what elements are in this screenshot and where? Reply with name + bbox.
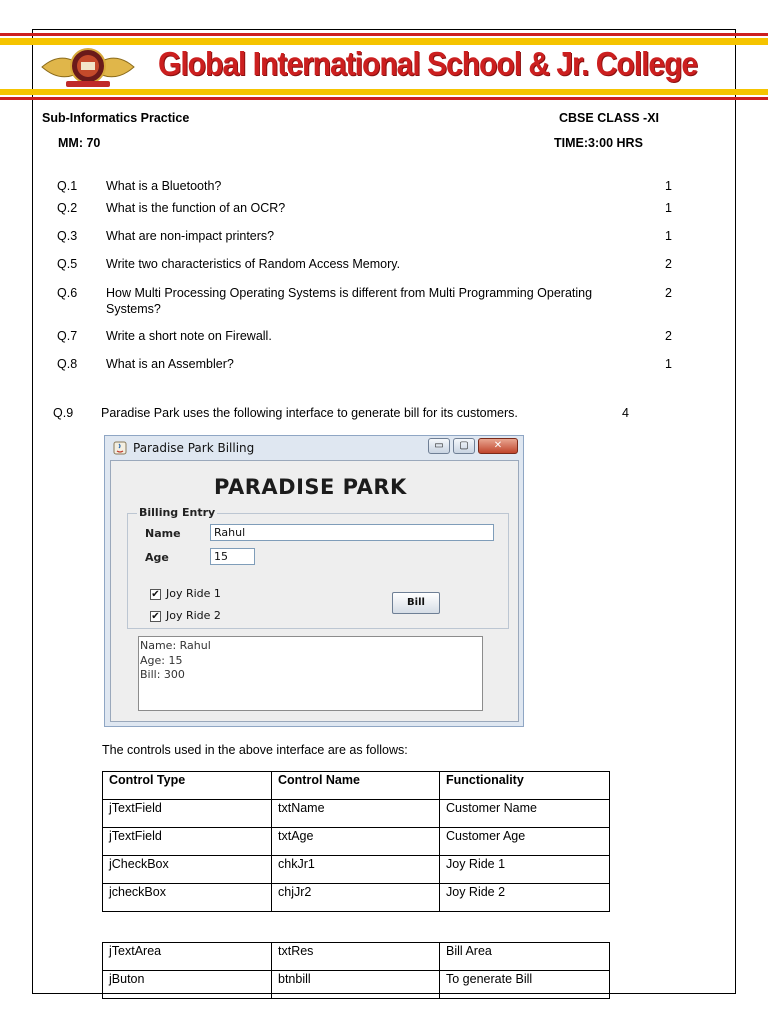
table-cell: Joy Ride 2 (440, 884, 610, 912)
table-cell: jTextArea (103, 943, 272, 971)
question-number: Q.5 (57, 257, 78, 271)
table-cell: jcheckBox (103, 884, 272, 912)
question-number: Q.2 (57, 201, 78, 215)
question-marks: 1 (665, 179, 672, 193)
time-label: TIME:3:00 HRS (554, 136, 643, 150)
table-header-cell: Functionality (440, 772, 610, 800)
question-marks: 4 (622, 406, 629, 420)
table-row (103, 971, 610, 999)
billing-entry-legend: Billing Entry (139, 506, 216, 519)
table-cell: btnbill (272, 971, 440, 999)
window-title: Paradise Park Billing (133, 441, 255, 455)
app-heading: PARADISE PARK (214, 475, 407, 499)
school-logo-icon (38, 44, 138, 90)
table-row (103, 884, 610, 912)
controls-table (102, 771, 610, 912)
question-marks: 2 (665, 286, 672, 300)
question-text: How Multi Processing Operating Systems is different from Multi Programming Operating (106, 286, 593, 300)
question-number: Q.1 (57, 179, 78, 193)
table-cell: txtRes (272, 943, 440, 971)
table-cell: txtName (272, 800, 440, 828)
question-marks: 1 (665, 201, 672, 215)
controls-intro: The controls used in the above interface are as follows: (102, 743, 408, 757)
controls-table-continued (102, 942, 610, 999)
table-cell: To generate Bill (440, 971, 610, 999)
table-cell: txtAge (272, 828, 440, 856)
age-label: Age (145, 551, 169, 564)
maximize-button[interactable]: ▢ (453, 438, 475, 454)
question-number: Q.3 (57, 229, 78, 243)
question-text: What is an Assembler? (106, 357, 234, 371)
table-cell: jTextField (103, 828, 272, 856)
max-marks: MM: 70 (58, 136, 101, 150)
table-cell: jTextField (103, 800, 272, 828)
question-number: Q.6 (57, 286, 78, 300)
school-name: Global International School & Jr. College (158, 46, 698, 83)
question-marks: 1 (665, 357, 672, 371)
table-cell: Customer Age (440, 828, 610, 856)
joy-ride-2-label: Joy Ride 2 (166, 609, 221, 622)
question-number: Q.7 (57, 329, 78, 343)
table-cell: Bill Area (440, 943, 610, 971)
joy-ride-1-checkbox[interactable]: ✔ (151, 589, 160, 600)
table-header-cell: Control Type (103, 772, 272, 800)
table-cell: jButon (103, 971, 272, 999)
result-line: Age: 15 (140, 653, 183, 667)
bill-button[interactable]: Bill (392, 592, 440, 614)
result-textarea[interactable] (138, 636, 483, 711)
table-cell: jCheckBox (103, 856, 272, 884)
table-header-row (103, 772, 610, 800)
table-row (103, 828, 610, 856)
question-text-continued: Systems? (106, 302, 161, 316)
table-cell: chkJr1 (272, 856, 440, 884)
billing-window (104, 435, 524, 727)
header-stripe-bottom (0, 97, 768, 100)
java-app-icon (113, 441, 127, 455)
window-content (110, 460, 519, 722)
question-text: Write two characteristics of Random Access Memory. (106, 257, 401, 271)
question-number: Q.8 (57, 357, 78, 371)
table-header-cell: Control Name (272, 772, 440, 800)
table-cell: Joy Ride 1 (440, 856, 610, 884)
table-row (103, 800, 610, 828)
question-marks: 2 (665, 329, 672, 343)
joy-ride-1-label: Joy Ride 1 (166, 587, 221, 600)
table-cell: chjJr2 (272, 884, 440, 912)
name-input[interactable]: Rahul (210, 524, 494, 541)
table-row (103, 943, 610, 971)
header-stripe-top (0, 33, 768, 36)
question-text: What is a Bluetooth? (106, 179, 222, 193)
table-cell: Customer Name (440, 800, 610, 828)
question-marks: 2 (665, 257, 672, 271)
name-label: Name (145, 527, 181, 540)
age-input[interactable]: 15 (210, 548, 255, 565)
joy-ride-2-checkbox[interactable]: ✔ (151, 611, 160, 622)
subject-label: Sub-Informatics Practice (42, 111, 190, 125)
question-text: What is the function of an OCR? (106, 201, 286, 215)
question-text: Paradise Park uses the following interface to generate bill for its customers. (101, 406, 518, 420)
table-row (103, 856, 610, 884)
minimize-button[interactable]: ▭ (428, 438, 450, 454)
question-text: Write a short note on Firewall. (106, 329, 272, 343)
question-text: What are non-impact printers? (106, 229, 275, 243)
close-button[interactable]: ✕ (478, 438, 518, 454)
class-label: CBSE CLASS -XI (559, 111, 660, 125)
result-line: Bill: 300 (140, 668, 185, 681)
result-line: Name: Rahul (140, 639, 211, 652)
question-marks: 1 (665, 229, 672, 243)
question-number: Q.9 (53, 406, 74, 420)
